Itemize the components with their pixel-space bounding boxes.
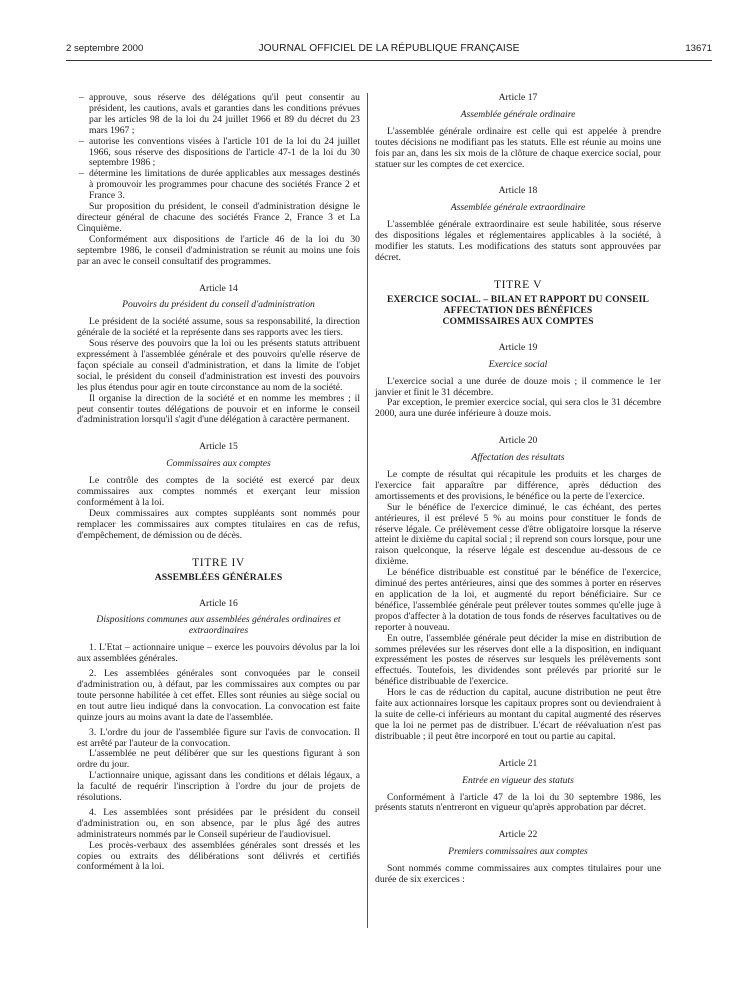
article-subtitle: Dispositions communes aux assemblées générales ordinaires et extraordinaires	[96, 614, 341, 637]
article-title: Article 18	[498, 185, 538, 197]
article-title: Article 17	[498, 92, 538, 103]
titre-v	[375, 277, 661, 327]
paragraph: Sous réserve des pouvoirs que la loi ou les présents statuts attribuent expressément à l'assemblée générale et des pouvoirs qu'elle réserve de façon spéciale au conseil d'administration, et dans la limite de l'objet social, le président du conseil d'administration est investi des pouvoirs les plus étendus pour agir en toute circonstance au nom de la société.	[77, 338, 360, 393]
paragraph: L'assemblée générale ordinaire est celle qui est appelée à prendre toutes décisions ne modifiant pas les statuts. Elle est réunie au moins une fois par an, dans les six mois de la clôture de chaque exercice social, pour statuer sur les comptes de cet exercice.	[375, 125, 661, 170]
paragraph: Conformément à l'article 47 de la loi du 30 septembre 1986, les présents statuts n'entreront en vigueur qu'après approbation par décret.	[375, 791, 661, 814]
paragraph: Le bénéfice distribuable est constitué par le bénéfice de l'exercice, diminué des pertes antérieures, ainsi que des sommes à porter en réserves en application de la loi, et augmenté du report bénéficiaire. Sur ce bénéfice, l'assemblée générale peut prélever toutes sommes qu'elle juge à propos d'affecter à la dotation de tous fonds de réserves facultatives ou de reporter à nouveau.	[375, 567, 661, 633]
paragraph: Sont nommés comme commissaires aux comptes titulaires pour une durée de six exercices :	[375, 863, 661, 886]
bullet-item: – détermine les limitations de durée applicables aux messages destinés à promouvoir les programmes pour chacune des sociétés France 2 et France 3.	[79, 168, 360, 202]
article-title: Article 15	[199, 441, 238, 453]
article-subtitle: Premiers commissaires aux comptes	[448, 846, 588, 858]
article-title: Article 21	[498, 757, 538, 769]
paragraph: Le contrôle des comptes de la société est exercé par deux commissaires aux comptes nommés et exerçant leur mission conformément à la loi.	[77, 475, 360, 508]
article-19	[375, 343, 661, 420]
right-column	[375, 93, 661, 886]
titre-subheading-line: EXERCICE SOCIAL. – BILAN ET RAPPORT DU CONSEIL	[387, 293, 649, 305]
article-title: Article 22	[498, 829, 538, 841]
paragraph: Conformément aux dispositions de l'article 46 de la loi du 30 septembre 1986, le conseil d'administration se réunit au moins une fois par an avec le conseil consultatif des programmes.	[77, 233, 360, 267]
paragraph: Hors le cas de réduction du capital, aucune distribution ne peut être faite aux actionnaires lorsque les capitaux propres sont ou deviendraient à la suite de celle-ci inférieurs au montant du capital augmenté des réserves que la loi ne permet pas de distribuer. L'écart de réévaluation n'est pas distribuable ; il peut être incorporé en tout ou partie au capital.	[375, 687, 661, 742]
bullet-item: – autorise les conventions visées à l'article 101 de la loi du 24 juillet 1966, sous réserve des dispositions de l'article 47-1 de la loi du 30 septembre 1986 ;	[79, 135, 360, 169]
paragraph: Le président de la société assume, sous sa responsabilité, la direction générale de la société et la représente dans ses rapports avec les tiers.	[77, 316, 360, 339]
paragraph: Les procès-verbaux des assemblées générales sont dressés et les copies ou extraits des délibérations sont délivrés et certifiés conformément à la loi.	[77, 839, 360, 873]
header-journal-title: JOURNAL OFFICIEL DE LA RÉPUBLIQUE FRANÇAISE	[258, 43, 520, 54]
article-subtitle: Assemblée générale extraordinaire	[450, 202, 586, 214]
powers-bullet-list	[77, 93, 360, 202]
paragraph: Sur proposition du président, le conseil d'administration désigne le directeur général de chacune des sociétés France 2, France 3 et La Cinquième.	[77, 201, 360, 234]
paragraph: L'assemblée générale extraordinaire est seule habilitée, sous réserve des dispositions légales et réglementaires applicables à la société, à modifier les statuts. Les modifications des statuts sont approuvées par décret.	[375, 219, 661, 263]
article-14	[77, 284, 360, 427]
titre-subheading: ASSEMBLÉES GÉNÉRALES	[154, 571, 283, 583]
article-17	[375, 93, 661, 170]
titre-iv	[77, 555, 360, 583]
header-date: 2 septembre 2000	[66, 43, 144, 54]
paragraph: Le compte de résultat qui récapitule les produits et les charges de l'exercice fait apparaître par différence, après déduction des amortissements et des provisions, le bénéfice ou la perte de l'exercice.	[375, 469, 661, 502]
article-18	[375, 186, 661, 263]
paragraph: L'assemblée ne peut délibérer que sur les questions figurant à son ordre du jour.	[77, 748, 360, 771]
bullet-dash: –	[79, 92, 84, 103]
header-rule	[66, 60, 712, 61]
bullet-item: – approuve, sous réserve des délégations qu'il peut consentir au président, les cautions, avals et garanties dans les conditions prévues par les articles 98 de la loi du 24 juillet 1966 et 89 du décret du 23 mars 1967 ;	[79, 92, 360, 136]
paragraph: Sur le bénéfice de l'exercice diminué, le cas échéant, des pertes antérieures, il est prélevé 5 % au moins pour constituer le fonds de réserve légale. Ce prélèvement cesse d'être obligatoire lorsque la réserve atteint le dixième du capital social ; il reprend son cours lorsque, pour une raison quelconque, la réserve légale est descendue au-dessous de ce dixième.	[375, 501, 661, 568]
bullet-dash: –	[79, 135, 84, 147]
paragraph: 4. Les assemblées sont présidées par le président du conseil d'administration ou, en son absence, par le plus âgé des autres administrateurs nommés par le Conseil supérieur de l'audiovisuel.	[77, 806, 360, 840]
article-subtitle: Exercice social	[488, 358, 548, 370]
article-title: Article 14	[199, 282, 238, 294]
header-page-number: 13671	[685, 43, 712, 54]
article-20	[375, 436, 661, 742]
article-22	[375, 830, 661, 886]
paragraph: Il organise la direction de la société et en nomme les membres ; il peut consentir toutes délégations de pouvoir et en informe le conseil d'administration lorsqu'il s'agit d'une délégation à caractère permanent.	[77, 392, 360, 426]
article-subtitle: Assemblée générale ordinaire	[460, 108, 576, 120]
paragraph: Deux commissaires aux comptes suppléants sont nommés pour remplacer les commissaires aux comptes titulaires en cas de refus, d'empêchement, de démission ou de décès.	[77, 507, 360, 541]
article-title: Article 16	[199, 597, 238, 609]
column-divider	[367, 93, 368, 928]
titre-heading: TITRE V	[493, 277, 543, 291]
paragraph: L'exercice social a une durée de douze mois ; il commence le 1er janvier et finit le 31 décembre.	[375, 375, 661, 398]
article-15	[77, 442, 360, 541]
paragraph: 2. Les assemblées générales sont convoquées par le conseil d'administration ou, à défaut, par les commissaires aux comptes ou par toute personne habilitée à cet effet. Elles sont réunies au siège social ou en tout autre lieu indiqué dans la convocation. La convocation est faite quinze jours au moins avant la date de l'assemblée.	[77, 668, 360, 723]
page-header	[66, 41, 712, 57]
titre-subheading-line: AFFECTATION DES BÉNÉFICES	[443, 304, 593, 316]
article-subtitle: Commissaires aux comptes	[166, 458, 271, 470]
article-subtitle: Entrée en vigueur des statuts	[462, 774, 574, 786]
article-subtitle: Affectation des résultats	[471, 452, 565, 464]
article-title: Article 20	[498, 435, 538, 447]
article-21	[375, 759, 661, 815]
paragraph: L'actionnaire unique, agissant dans les conditions et délais légaux, a la faculté de requérir l'inscription à l'ordre du jour de projets de résolutions.	[77, 770, 360, 804]
titre-heading: TITRE IV	[192, 555, 245, 569]
left-column	[77, 93, 360, 873]
paragraph: En outre, l'assemblée générale peut décider la mise en distribution de sommes prélevées sur les réserves dont elle a la disposition, en indiquant expressément les postes de réserves sur lesquels les prélèvements sont effectués. Toutefois, les dividendes sont prélevés par priorité sur le bénéfice distribuable de l'exercice.	[375, 632, 661, 688]
bullet-dash: –	[79, 168, 84, 180]
article-title: Article 19	[498, 341, 538, 353]
paragraph: 3. L'ordre du jour de l'assemblée figure sur l'avis de convocation. Il est arrêté par l'auteur de la convocation.	[77, 726, 360, 749]
paragraph: Par exception, le premier exercice social, qui sera clos le 31 décembre 2000, aura une durée inférieure à douze mois.	[375, 397, 661, 420]
article-16	[77, 599, 360, 874]
paragraph: 1. L'Etat – actionnaire unique – exerce les pouvoirs dévolus par la loi aux assemblées générales.	[77, 642, 360, 665]
titre-subheading-line: COMMISSAIRES AUX COMPTES	[442, 315, 594, 327]
article-subtitle: Pouvoirs du président du conseil d'administration	[122, 299, 315, 311]
